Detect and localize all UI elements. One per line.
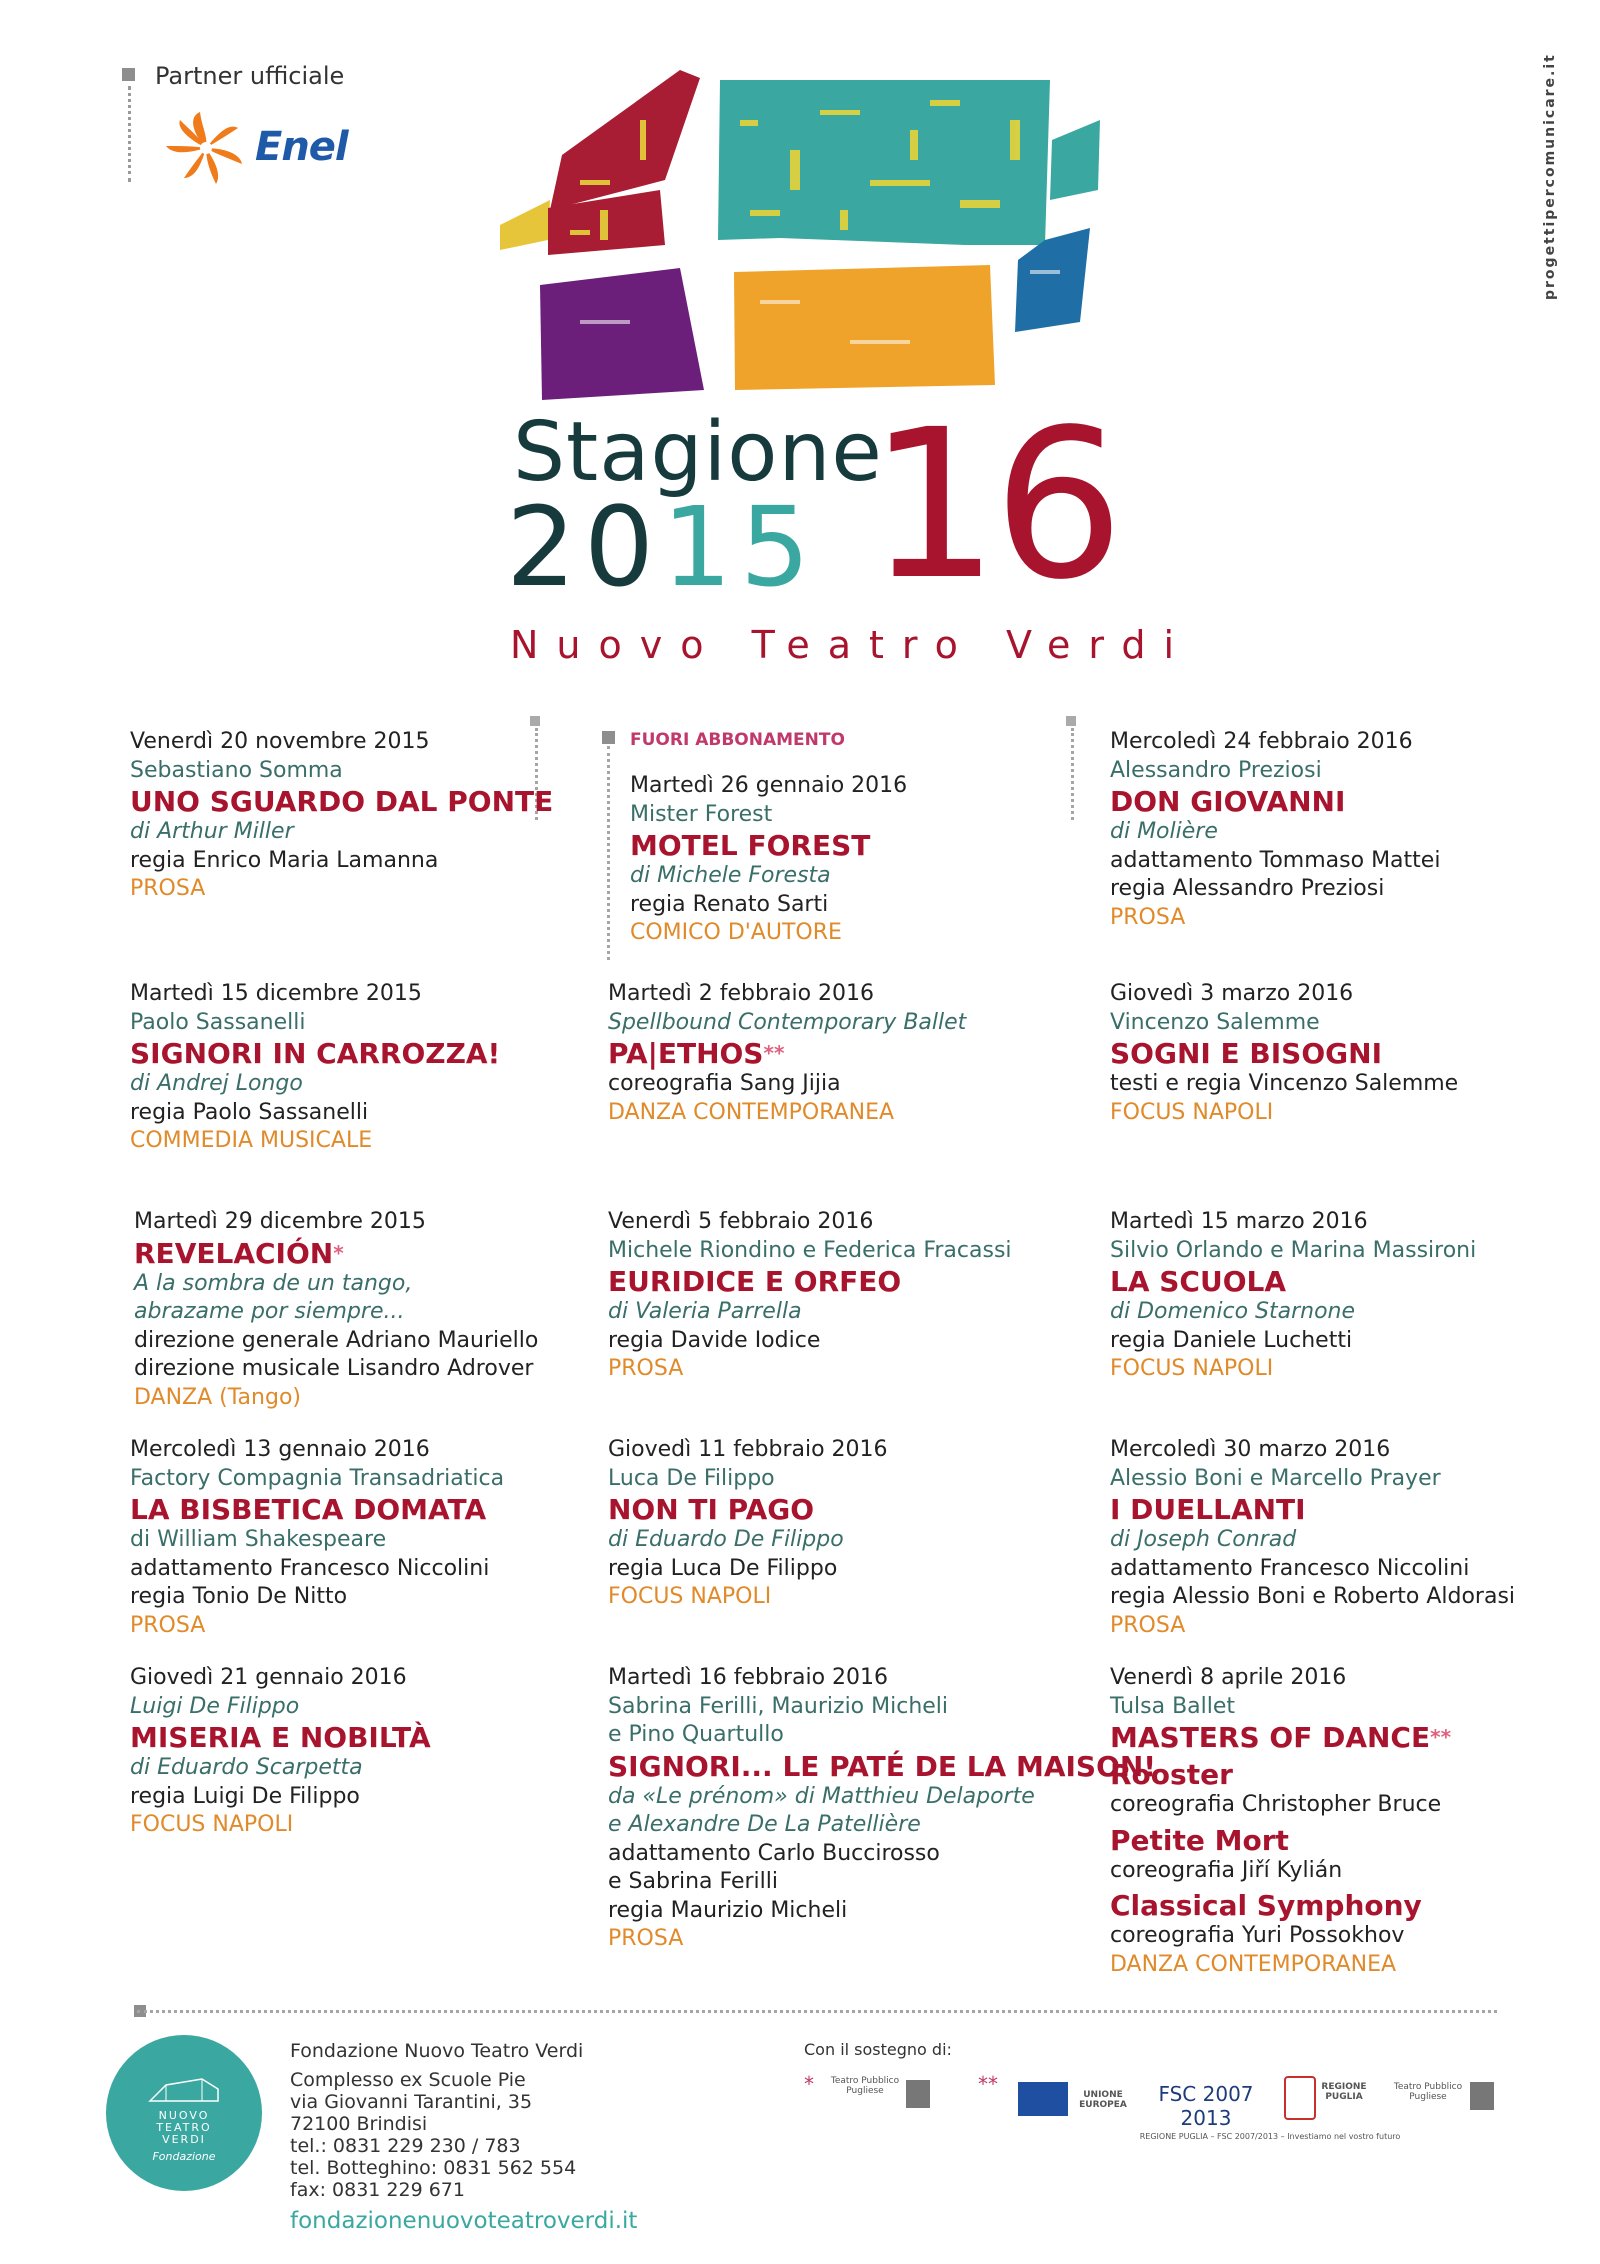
event-title: SIGNORI... LE PATÉ DE LA MAISON! [608,1749,1157,1783]
event-title: MOTEL FOREST [630,829,871,862]
event-date: Mercoledì 13 gennaio 2016 [130,1437,430,1462]
col-marker-3 [1066,716,1076,726]
event-author: di Eduardo De Filippo [608,1527,844,1552]
event-card [1110,1664,1580,1979]
enel-sun-icon [156,108,256,188]
event-genre: PROSA [130,1612,206,1638]
partner-square [122,68,135,81]
event-people: Tulsa Ballet [1110,1693,1236,1719]
event-card [608,1436,1078,1612]
regione-puglia-crest-icon [1284,2076,1316,2120]
event-genre: FOCUS NAPOLI [608,1584,772,1609]
enel-logo [156,108,256,188]
event-credit: direzione musicale Lisandro Adrover [134,1356,534,1381]
regione-note: REGIONE PUGLIA – FSC 2007/2013 – Investiamo nel vostro futuro [1139,2132,1401,2141]
event-date: Martedì 15 marzo 2016 [1110,1209,1368,1234]
event-people: Paolo Sassanelli [130,1009,306,1035]
event-card [608,980,1078,1127]
event-author: di Joseph Conrad [1110,1527,1297,1552]
event-people: Luca De Filippo [608,1465,775,1491]
sponsor-teatro-pubblico-pugliese-2: Teatro Pubblico Pugliese [1393,2082,1463,2102]
event-author: di Arthur Miller [130,819,294,844]
event-author: di Eduardo Scarpetta [130,1755,363,1780]
theatre-name: Nuovo Teatro Verdi [510,623,1193,667]
event-subtitle: e Alexandre De La Patellière [608,1812,921,1837]
event-credit: regia Alessandro Preziosi [1110,876,1385,901]
event-title: PA|ETHOS** [608,1037,785,1070]
event-credit: coreografia Sang Jijia [608,1071,841,1096]
foundation-address: Complesso ex Scuole Pie via Giovanni Tarantini, 35 72100 Brindisi tel.: 0831 229 230 / 783 tel. Botteghino: 0831 562 554 fax: 0831 229 671 [290,2069,577,2201]
event-credit: regia Luca De Filippo [608,1555,838,1581]
season-year-end: 16 [868,385,1119,625]
event-credit: adattamento Francesco Niccolini [1110,1555,1470,1581]
event-title: MASTERS OF DANCE** [1110,1721,1452,1754]
event-genre: PROSA [130,876,206,901]
event-credit: e Sabrina Ferilli [608,1869,778,1894]
event-date: Giovedì 11 febbraio 2016 [608,1437,888,1462]
event-title: NON TI PAGO [608,1493,815,1526]
event-credit: regia Luigi De Filippo [130,1783,360,1809]
enel-wordmark: Enel [255,124,348,170]
theatre-building-icon [146,2075,222,2105]
event-card [130,980,600,1156]
event-author: di Valeria Parrella [608,1299,802,1324]
event-people: Vincenzo Salemme [1110,1009,1320,1035]
event-credit: testi e regia Vincenzo Salemme [1110,1071,1459,1096]
stagione-map-logo [490,60,1110,410]
sponsor-fsc: FSC 2007 2013 [1158,2082,1254,2130]
event-genre: COMMEDIA MUSICALE [130,1128,373,1153]
support-label: Con il sostegno di: [804,2040,952,2059]
event-title: REVELACIÓN* [134,1236,344,1270]
event-date: Martedì 2 febbraio 2016 [608,981,875,1006]
event-date: Venerdì 20 novembre 2015 [130,729,430,754]
event-genre: PROSA [1110,904,1186,930]
event-author: di William Shakespeare [130,1527,387,1552]
event-date: Giovedì 21 gennaio 2016 [130,1665,407,1690]
sponsor-teatro-pubblico-pugliese: Teatro Pubblico Pugliese [830,2076,900,2096]
fuori-abbonamento-label: FUORI ABBONAMENTO [630,730,845,750]
event-credit: regia Paolo Sassanelli [130,1099,369,1125]
event-title: DON GIOVANNI [1110,785,1346,818]
event-credit: regia Daniele Luchetti [1110,1327,1353,1353]
event-people: Spellbound Contemporary Ballet [608,1009,967,1035]
event-card [130,1436,600,1640]
event-people: Luigi De Filippo [130,1693,300,1719]
event-people: e Pino Quartullo [608,1722,784,1747]
event-title: I DUELLANTI [1110,1493,1306,1526]
event-card [608,1208,1078,1384]
event-card [134,1208,604,1412]
event-people: Silvio Orlando e Marina Massironi [1110,1237,1477,1263]
event-card [130,1664,600,1840]
event-subtitle: A la sombra de un tango, [134,1270,413,1296]
col-marker-2 [602,731,615,744]
col-divider-2 [607,746,610,960]
foundation-name: Fondazione Nuovo Teatro Verdi [290,2040,584,2062]
event-genre: FOCUS NAPOLI [1110,1099,1274,1125]
piece-title: Rooster [1110,1758,1233,1791]
event-card [1110,980,1580,1127]
event-subtitle: abrazame por siempre... [134,1299,405,1324]
piece-title: Petite Mort [1110,1823,1289,1857]
season-year-start: 2015 [506,483,818,611]
event-author: di Andrej Longo [130,1071,303,1096]
foundation-logo-sub: Fondazione [152,2150,216,2163]
event-credit: regia Enrico Maria Lamanna [130,847,439,873]
event-genre: FOCUS NAPOLI [130,1812,294,1837]
sponsor-icon [1470,2082,1494,2110]
event-date: Venerdì 8 aprile 2016 [1110,1665,1347,1690]
event-credit: regia Renato Sarti [630,891,829,917]
event-credit: regia Alessio Boni e Roberto Aldorasi [1110,1584,1516,1609]
event-genre: PROSA [1110,1612,1186,1638]
event-title: LA BISBETICA DOMATA [130,1493,487,1526]
event-genre: FOCUS NAPOLI [1110,1356,1274,1381]
event-card [608,1664,1157,1954]
event-genre: PROSA [608,1926,684,1951]
designer-credit: progettipercomunicare.it [1542,53,1558,300]
event-card [1110,1208,1580,1384]
event-author: di Domenico Starnone [1110,1299,1356,1324]
event-title: UNO SGUARDO DAL PONTE [130,785,554,818]
partner-divider [128,86,131,182]
event-credit: regia Tonio De Nitto [130,1584,348,1609]
event-people: Mister Forest [630,801,773,827]
event-genre: DANZA CONTEMPORANEA [608,1099,895,1125]
event-date: Venerdì 5 febbraio 2016 [608,1209,874,1234]
event-people: Sabrina Ferilli, Maurizio Micheli [608,1693,949,1719]
event-genre: DANZA (Tango) [134,1384,301,1410]
event-date: Martedì 15 dicembre 2015 [130,981,422,1006]
event-title: SOGNI E BISOGNI [1110,1037,1382,1070]
event-credit: regia Maurizio Micheli [608,1897,848,1923]
event-credit: adattamento Carlo Buccirosso [608,1840,940,1866]
partner-label: Partner ufficiale [155,62,345,90]
event-card [130,728,600,904]
event-credit: adattamento Francesco Niccolini [130,1555,490,1581]
event-title: LA SCUOLA [1110,1265,1287,1298]
sponsor-regione-puglia: REGIONE PUGLIA [1321,2082,1367,2102]
footer-divider [137,2010,1497,2013]
single-star-marker: * [804,2072,814,2096]
event-date: Martedì 29 dicembre 2015 [134,1209,426,1234]
event-credit: adattamento Tommaso Mattei [1110,847,1441,873]
season-title: Stagione [513,405,883,500]
event-genre: COMICO D'AUTORE [630,920,842,945]
event-people: Michele Riondino e Federica Fracassi [608,1237,1012,1263]
event-genre: PROSA [608,1356,684,1381]
event-date: Mercoledì 30 marzo 2016 [1110,1437,1391,1462]
event-title: EURIDICE E ORFEO [608,1265,902,1298]
event-date: Mercoledì 24 febbraio 2016 [1110,729,1413,754]
event-credit: regia Davide Iodice [608,1327,821,1353]
event-card [630,772,1100,948]
event-title: MISERIA E NOBILTÀ [130,1721,431,1754]
event-people: Factory Compagnia Transadriatica [130,1465,505,1491]
sponsor-icon [906,2080,930,2108]
event-genre: DANZA CONTEMPORANEA [1110,1951,1397,1977]
event-credit: direzione generale Adriano Mauriello [134,1327,539,1353]
piece-title: Classical Symphony [1110,1889,1422,1922]
event-date: Martedì 16 febbraio 2016 [608,1665,889,1690]
event-card [1110,1436,1580,1640]
event-card [1110,728,1580,932]
col-marker-1 [530,716,540,726]
event-author: di Molière [1110,819,1218,844]
piece-credit: coreografia Christopher Bruce [1110,1792,1442,1817]
website-link[interactable]: fondazionenuovoteatroverdi.it [290,2208,638,2234]
event-title: SIGNORI IN CARROZZA! [130,1037,501,1070]
sponsor-unione-europea: UNIONE EUROPEA [1079,2090,1127,2110]
event-people: Sebastiano Somma [130,757,343,783]
piece-credit: coreografia Jiří Kylián [1110,1857,1343,1883]
piece-credit: coreografia Yuri Possokhov [1110,1923,1405,1948]
eu-flag-icon [1018,2082,1068,2116]
double-star-marker: ** [978,2072,998,2096]
foundation-logo-text: NUOVO TEATRO VERDI [156,2109,212,2146]
event-people: Alessandro Preziosi [1110,757,1322,783]
event-subtitle: da «Le prénom» di Matthieu Delaporte [608,1783,1035,1809]
event-author: di Michele Foresta [630,863,831,888]
event-date: Giovedì 3 marzo 2016 [1110,981,1354,1006]
event-people: Alessio Boni e Marcello Prayer [1110,1465,1441,1491]
event-date: Martedì 26 gennaio 2016 [630,773,908,798]
